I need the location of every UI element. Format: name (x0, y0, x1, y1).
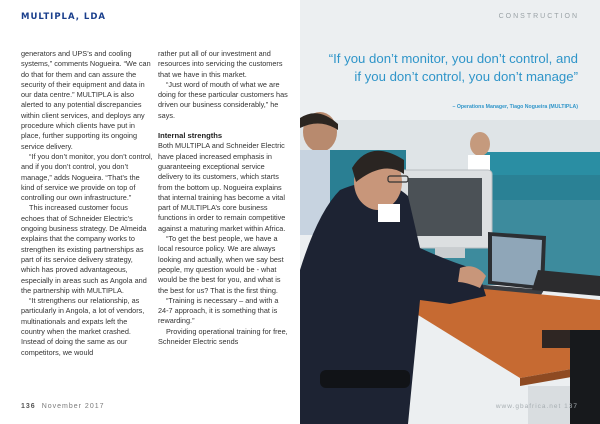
pull-quote: “If you don’t monitor, you don’t control, and if you don’t control, you don’t manage” (328, 51, 578, 84)
paragraph: “To get the best people, we have a local resource policy. We are always looking and actually, when we say best people, my question would be - what would be the best for you, and what is the best for us? That is the first thing. (158, 234, 284, 295)
paragraph: “Training is necessary – and with a 24-7 approach, it is something that is rewarding.” (158, 295, 279, 326)
paragraph: This increased customer focus echoes that of Schneider Electric’s ongoing business strategy. De Almeida explains that the company works to strengthen its existing partnerships as part of its service delivery strategy, which has proved advantageous, especially in areas such as Angola and the partnership with MULTIPLA. (21, 203, 147, 295)
article-column-1 (21, 49, 153, 358)
issue-date: November 2017 (41, 403, 105, 410)
paragraph: generators and UPS’s and cooling systems,” comments Nogueira. “We can do that for them and can assure the security of their equipment and data in our data centre.” MULTIPLA is also alerted to any potential discrepancies within client services, and deploys any procedure which clients have put in place, further supporting its ongoing service delivery. (21, 49, 151, 151)
paragraph: Both MULTIPLA and Schneider Electric have placed increased emphasis in guaranteeing exceptional service delivery to its customers, which starts from the bottom up. Nogueira explains that internal training has become a vital part of MULTIPLA’s core business functions in order to remain competitive against a maturing market within Africa. (158, 141, 286, 233)
brand-header: MULTIPLA, LDA (21, 12, 106, 22)
right-page (300, 0, 600, 424)
paragraph: “Just word of mouth of what we are doing for these particular customers has driven our business considerably,” he says. (158, 79, 288, 120)
footer-left (21, 403, 105, 410)
article-column-2 (158, 49, 290, 347)
paragraph: “If you don’t monitor, you don’t control, and if you don’t control, you don’t manage,” adds Nogueira. “That’s the kind of service we provide on top of controlling our own infrastructure.” (21, 151, 153, 203)
page-number: 136 (21, 403, 36, 410)
quote-attribution: – Operations Manager, Tiago Nogueira (MULTIPLA) (452, 104, 578, 110)
paragraph: “It strengthens our relationship, as particularly in Angola, a lot of vendors, multinationals and expats left the country when the market crashed. Instead of doing the same as our competitors, we would (21, 296, 145, 357)
footer-right: www.gbafrica.net 137 (495, 403, 578, 410)
paragraph: rather put all of our investment and resources into servicing the customers that we have in this market. (158, 49, 283, 79)
subheading: Internal strengths (158, 131, 223, 141)
section-label: CONSTRUCTION (498, 13, 579, 20)
paragraph: Providing operational training for free, Schneider Electric sends (158, 326, 288, 347)
